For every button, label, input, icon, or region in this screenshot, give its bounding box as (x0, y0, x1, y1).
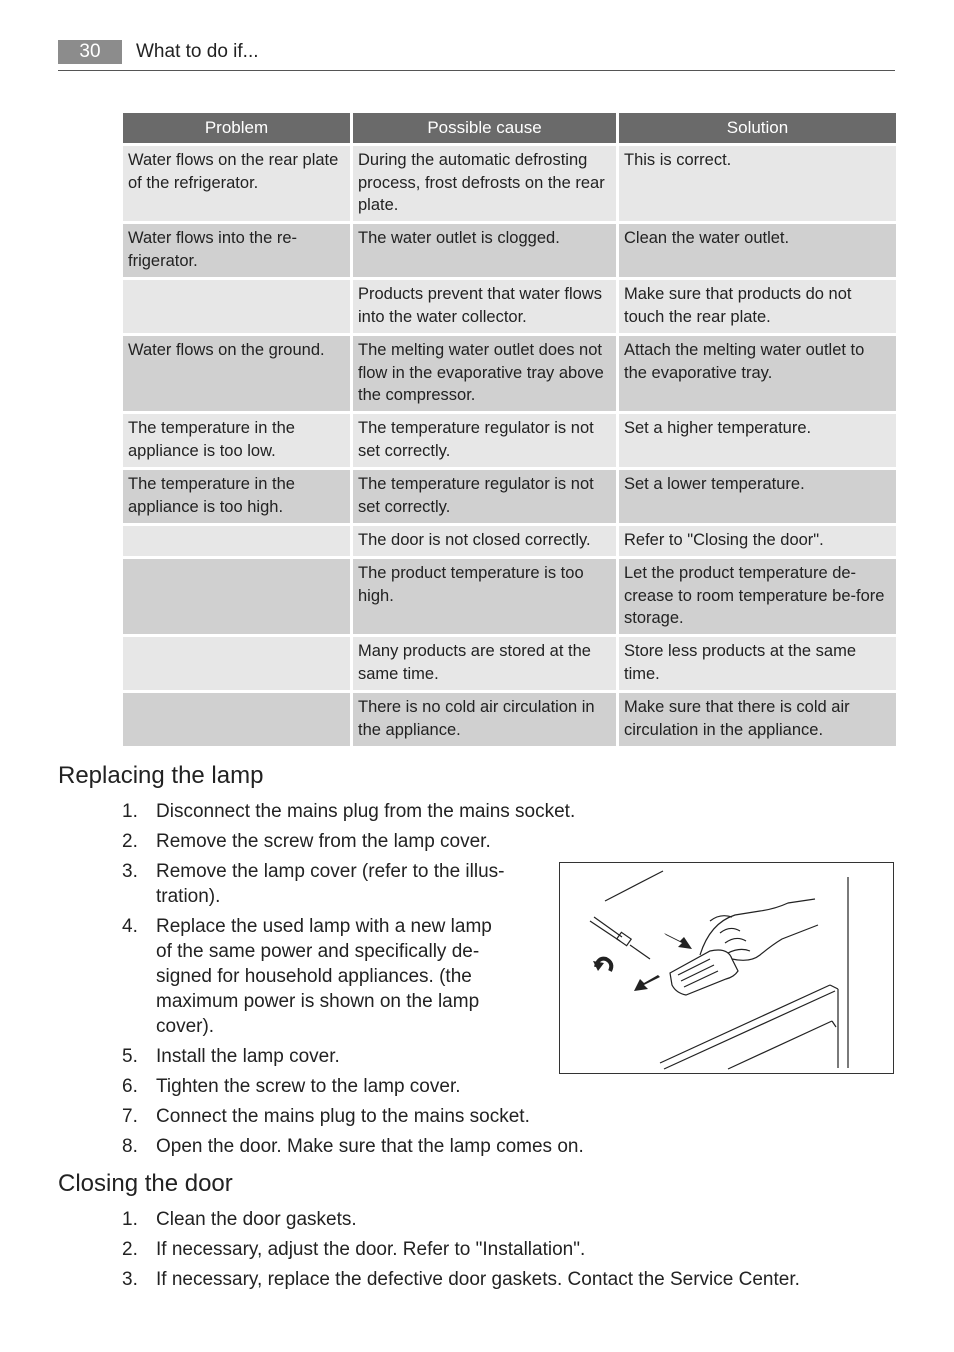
page-header (58, 40, 895, 71)
cause-cell: The melting water outlet does not flow in the evaporative tray above the compressor. (353, 336, 616, 411)
problem-cell: The temperature in the appliance is too low. (123, 414, 350, 467)
solution-cell: Set a lower temperature. (619, 470, 896, 523)
cause-cell: The water outlet is clogged. (353, 224, 616, 277)
table-row (123, 146, 896, 221)
lamp-heading: Replacing the lamp (58, 762, 264, 789)
list-item: 2. If necessary, adjust the door. Refer to "Installation". (122, 1239, 586, 1260)
problem-cell: The temperature in the appliance is too high. (123, 470, 350, 523)
step-text: Tighten the screw to the lamp cover. (156, 1076, 461, 1097)
step-text: Remove the screw from the lamp cover. (156, 831, 491, 852)
column-header-cause: Possible cause (353, 113, 616, 143)
list-item: 1. Clean the door gaskets. (122, 1209, 357, 1230)
table-row (123, 224, 896, 277)
step-text: Open the door. Make sure that the lamp comes on. (156, 1136, 584, 1157)
step-text: Remove the lamp cover (refer to the illus-tration). (156, 861, 505, 907)
step-text: If necessary, replace the defective door gaskets. Contact the Service Center. (156, 1269, 800, 1290)
table-row (123, 637, 896, 690)
column-header-problem: Problem (123, 113, 350, 143)
cause-cell: The temperature regulator is not set correctly. (353, 414, 616, 467)
step-text: Clean the door gaskets. (156, 1209, 357, 1230)
list-item: 7. Connect the mains plug to the mains socket. (122, 1106, 530, 1127)
cause-cell: Products prevent that water flows into the water collector. (353, 280, 616, 333)
list-item: 3. Remove the lamp cover (refer to the illus-tration). (122, 861, 505, 907)
table-row (123, 693, 896, 746)
solution-cell: This is correct. (619, 146, 896, 221)
solution-cell: Clean the water outlet. (619, 224, 896, 277)
column-header-solution: Solution (619, 113, 896, 143)
problem-cell (123, 526, 350, 556)
door-steps-list (122, 1207, 800, 1292)
table-row (123, 470, 896, 523)
solution-cell: Refer to "Closing the door". (619, 526, 896, 556)
solution-cell: Set a higher temperature. (619, 414, 896, 467)
problem-cell: Water flows on the ground. (123, 336, 350, 411)
solution-cell: Store less products at the same time. (619, 637, 896, 690)
cause-cell: The temperature regulator is not set correctly. (353, 470, 616, 523)
section-title: What to do if... (136, 41, 259, 62)
solution-cell: Make sure that there is cold air circulation in the appliance. (619, 693, 896, 746)
lamp-cover-illustration (559, 862, 894, 1074)
cause-cell: The door is not closed correctly. (353, 526, 616, 556)
cause-cell: There is no cold air circulation in the appliance. (353, 693, 616, 746)
problem-cell (123, 559, 350, 634)
problem-cell: Water flows on the rear plate of the refrigerator. (123, 146, 350, 221)
table-row (123, 526, 896, 556)
problem-cell (123, 280, 350, 333)
list-item: 5. Install the lamp cover. (122, 1046, 340, 1067)
step-text: Disconnect the mains plug from the mains socket. (156, 801, 576, 822)
list-item: 2. Remove the screw from the lamp cover. (122, 831, 491, 852)
cause-cell: During the automatic defrosting process, frost defrosts on the rear plate. (353, 146, 616, 221)
table-row (123, 414, 896, 467)
table-row (123, 559, 896, 634)
cause-cell: Many products are stored at the same time. (353, 637, 616, 690)
solution-cell: Let the product temperature de-crease to room temperature be-fore storage. (619, 559, 896, 634)
list-item: 3. If necessary, replace the defective door gaskets. Contact the Service Center. (122, 1269, 800, 1290)
list-item: 8. Open the door. Make sure that the lamp comes on. (122, 1136, 584, 1157)
list-item: 6. Tighten the screw to the lamp cover. (122, 1076, 461, 1097)
table-row (123, 280, 896, 333)
problem-cell (123, 693, 350, 746)
solution-cell: Make sure that products do not touch the rear plate. (619, 280, 896, 333)
door-heading: Closing the door (58, 1170, 233, 1197)
lamp-steps-list (122, 799, 584, 1159)
problem-cell (123, 637, 350, 690)
cause-cell: The product temperature is too high. (353, 559, 616, 634)
lamp-replacement-drawing (560, 863, 893, 1073)
solution-cell: Attach the melting water outlet to the evaporative tray. (619, 336, 896, 411)
list-item: 4. Replace the used lamp with a new lamp of the same power and specifically de-signed for household appliances. (the maximum power is shown on the lamp cover). (122, 916, 492, 1037)
page-number: 30 (58, 40, 122, 64)
step-text: Connect the mains plug to the mains socket. (156, 1106, 530, 1127)
step-text: If necessary, adjust the door. Refer to "Installation". (156, 1239, 586, 1260)
list-item: 1. Disconnect the mains plug from the mains socket. (122, 801, 576, 822)
step-text: Install the lamp cover. (156, 1046, 340, 1067)
problem-cell: Water flows into the re-frigerator. (123, 224, 350, 277)
step-text: Replace the used lamp with a new lamp of the same power and specifically de-signed for household appliances. (the maximum power is shown on the lamp cover). (156, 916, 492, 1037)
table-header-row (123, 113, 896, 143)
table-row (123, 336, 896, 411)
troubleshooting-table (120, 110, 899, 749)
